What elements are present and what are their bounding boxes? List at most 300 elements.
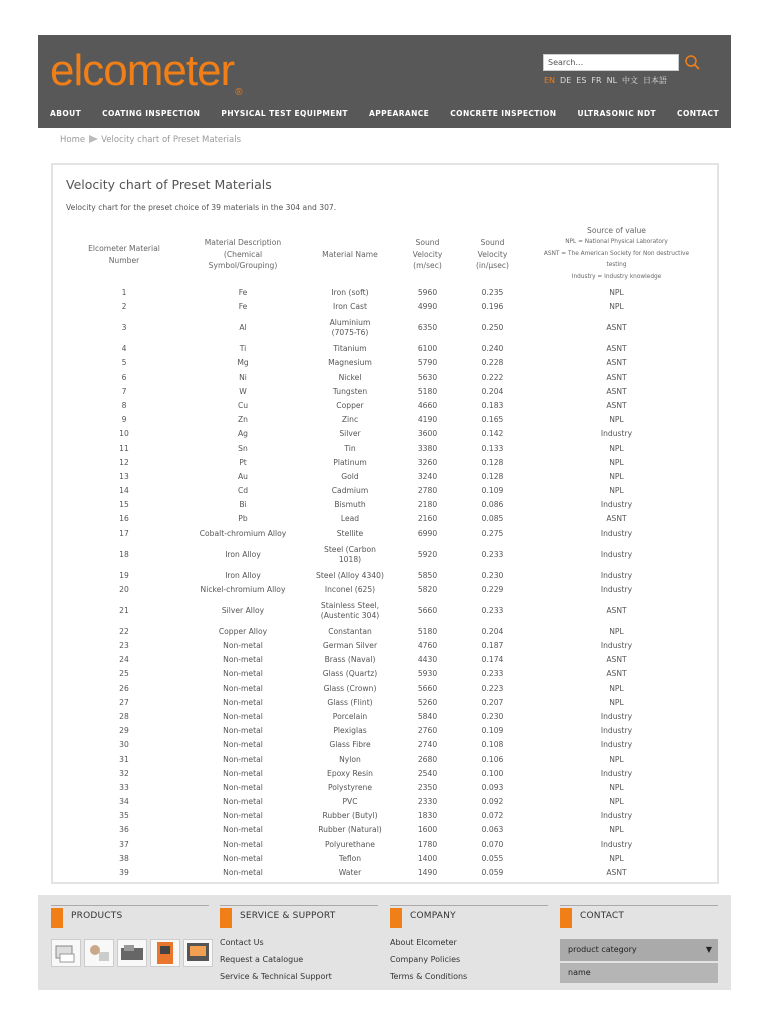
material-name: Cadmium [331, 486, 369, 496]
material-number: 28 [119, 711, 129, 721]
velocity-in: 0.142 [481, 429, 504, 439]
material-number: 3 [121, 323, 127, 333]
source-value: Industry [600, 500, 633, 510]
source-value: NPL [609, 471, 624, 481]
breadcrumb [60, 135, 241, 145]
material-number: 32 [119, 768, 129, 778]
material-description: Silver Alloy [221, 606, 265, 615]
material-name: Stellite [336, 528, 364, 538]
material-number: 10 [119, 429, 129, 439]
material-number: 36 [119, 825, 129, 835]
velocity-in: 0.240 [481, 344, 504, 354]
velocity-in: 0.233 [481, 606, 504, 615]
source-value: NPL [609, 754, 624, 764]
site-footer [38, 895, 731, 990]
source-value: ASNT [606, 400, 627, 410]
material-description: Pb [238, 514, 248, 524]
material-name: Glass (Flint) [327, 697, 373, 707]
nav-item-ultrasonic-ndt[interactable]: ULTRASONIC NDT [577, 109, 656, 118]
material-number: 38 [119, 853, 129, 863]
material-name: Platinum [333, 457, 367, 467]
material-number: 37 [119, 839, 129, 849]
source-value: ASNT [606, 669, 627, 679]
material-description: Ti [239, 344, 247, 354]
language-option[interactable]: ES [576, 76, 587, 85]
velocity-ms: 3380 [417, 443, 438, 453]
nav-item-appearance[interactable]: APPEARANCE [369, 109, 430, 118]
velocity-in: 0.086 [481, 500, 504, 510]
material-name: Plexiglas [333, 726, 367, 736]
material-description: Copper Alloy [218, 626, 268, 636]
source-value: NPL [609, 415, 624, 425]
material-name: Nylon [339, 754, 361, 764]
company-accent-bar [390, 908, 402, 928]
source-value: ASNT [606, 386, 627, 396]
source-value: ASNT [606, 344, 627, 354]
velocity-in: 0.228 [481, 358, 504, 368]
technical-support-link[interactable]: Service & Technical Support [220, 972, 332, 981]
language-option[interactable]: 日本語 [643, 76, 668, 85]
velocity-ms: 5820 [417, 584, 438, 594]
velocity-in: 0.128 [481, 457, 504, 467]
material-number: 27 [119, 697, 129, 707]
material-number: 7 [121, 386, 127, 396]
velocity-ms: 5920 [417, 549, 438, 559]
velocity-in: 0.207 [481, 697, 504, 707]
header-description: Material Description (Chemical Symbol/Grouping) [204, 238, 282, 270]
velocity-ms: 5180 [417, 626, 438, 636]
material-description: Au [237, 471, 248, 481]
material-description: Ni [239, 372, 247, 382]
velocity-ms: 5660 [417, 683, 438, 693]
velocity-ms: 2540 [417, 768, 438, 778]
source-value: Industry [600, 549, 633, 559]
source-value: ASNT [606, 514, 627, 524]
material-name: Teflon [338, 853, 362, 863]
velocity-in: 0.093 [481, 782, 504, 792]
breadcrumb-arrow-icon [89, 135, 98, 143]
material-description: Fe [238, 302, 248, 312]
material-description: Non-metal [223, 839, 263, 849]
material-name: Tungsten [332, 386, 368, 396]
material-name: Copper [336, 400, 364, 410]
material-name: Porcelain [332, 711, 368, 721]
material-description: Non-metal [223, 726, 263, 736]
source-value: Industry [600, 839, 633, 849]
header-number: Elcometer Material Number [88, 244, 160, 265]
source-value: ASNT [606, 358, 627, 368]
material-number: 14 [119, 486, 129, 496]
material-name: Titanium [333, 344, 367, 354]
source-value: ASNT [606, 655, 627, 665]
velocity-ms: 5660 [417, 606, 438, 615]
material-number: 26 [119, 683, 129, 693]
material-description: Ag [237, 429, 248, 439]
velocity-ms: 3260 [417, 457, 438, 467]
material-description: Non-metal [223, 754, 263, 764]
source-value: ASNT [606, 606, 627, 615]
material-number: 18 [119, 549, 129, 559]
registered-mark: ® [235, 87, 242, 98]
material-name: Zinc [341, 415, 359, 425]
material-name [300, 545, 400, 565]
material-name-line: 1018) [338, 554, 362, 564]
contact-us-link[interactable]: Contact Us [220, 938, 264, 947]
velocity-in: 0.250 [481, 323, 504, 333]
material-name: Constantan [328, 626, 372, 636]
velocity-ms: 2160 [417, 514, 438, 524]
source-value: Industry [600, 528, 633, 538]
product-thumbnail[interactable] [183, 939, 213, 967]
about-link[interactable]: About Elcometer [390, 938, 457, 947]
source-value: Industry [600, 768, 633, 778]
source-value: NPL [609, 626, 624, 636]
nav-item-concrete-inspection[interactable]: CONCRETE INSPECTION [450, 109, 557, 118]
nav-item-coating-inspection[interactable]: COATING INSPECTION [102, 109, 201, 118]
material-name: Rubber (Butyl) [322, 811, 378, 821]
velocity-ms: 1780 [417, 839, 438, 849]
material-number: 11 [119, 443, 129, 453]
material-number: 8 [121, 400, 127, 410]
material-number: 17 [119, 528, 129, 538]
velocity-in: 0.133 [481, 443, 504, 453]
material-description: Non-metal [223, 641, 263, 651]
material-name-line: Steel (Carbon [324, 544, 376, 554]
source-value: Industry [600, 711, 633, 721]
source-value: Industry [600, 570, 633, 580]
material-description: Non-metal [223, 683, 263, 693]
material-description: Non-metal [223, 811, 263, 821]
material-name: Iron Cast [333, 302, 367, 312]
product-category-select[interactable]: product category ▼ [560, 939, 718, 961]
velocity-ms: 1600 [417, 825, 438, 835]
breadcrumb-current: Velocity chart of Preset Materials [101, 135, 242, 145]
velocity-in: 0.100 [481, 768, 504, 778]
velocity-ms: 4190 [417, 415, 438, 425]
material-description: Non-metal [223, 697, 263, 707]
material-description: Iron Alloy [225, 570, 261, 580]
velocity-ms: 6100 [417, 344, 438, 354]
velocity-ms: 3600 [417, 429, 438, 439]
source-value: NPL [609, 683, 624, 693]
nav-item-about[interactable]: ABOUT [50, 109, 82, 118]
velocity-ms: 2350 [417, 782, 438, 792]
material-description: Zn [237, 415, 248, 425]
material-name [300, 601, 400, 621]
header-source: Source of value [587, 226, 646, 235]
velocity-ms: 5180 [417, 386, 438, 396]
velocity-in: 0.229 [481, 584, 504, 594]
material-number: 25 [119, 669, 129, 679]
material-name [300, 318, 400, 338]
language-option[interactable]: FR [591, 76, 602, 85]
material-description: Non-metal [223, 782, 263, 792]
material-name: Glass Fibre [329, 740, 371, 750]
source-value: Industry [600, 641, 633, 651]
header-velocity-in: Sound Velocity (in/µsec) [475, 238, 510, 270]
material-description: Non-metal [223, 655, 263, 665]
velocity-in: 0.233 [481, 669, 504, 679]
service-heading[interactable]: SERVICE & SUPPORT [240, 911, 336, 921]
velocity-in: 0.233 [481, 549, 504, 559]
velocity-ms: 5930 [417, 669, 438, 679]
material-name: Tin [344, 443, 356, 453]
language-option[interactable]: NL [606, 76, 618, 85]
material-name: Gold [341, 471, 359, 481]
velocity-in: 0.055 [481, 853, 504, 863]
material-description: Non-metal [223, 669, 263, 679]
material-name-line: Stainless Steel, [320, 601, 380, 610]
velocity-in: 0.059 [481, 867, 504, 877]
material-description: Cd [237, 486, 249, 496]
source-value: ASNT [606, 323, 627, 333]
velocity-in: 0.165 [481, 415, 504, 425]
material-name: Epoxy Resin [327, 768, 373, 778]
velocity-ms: 5960 [417, 288, 438, 297]
material-name: Lead [340, 514, 360, 524]
material-name-line: (7075-T6) [331, 328, 369, 338]
source-value: NPL [609, 782, 624, 792]
material-name-line: (Austentic 304) [320, 611, 380, 620]
velocity-ms: 5850 [417, 570, 438, 580]
material-name: Inconel (625) [324, 584, 376, 594]
page-title: Velocity chart of Preset Materials [66, 177, 272, 192]
material-name: Nickel [338, 372, 362, 382]
velocity-ms: 1400 [417, 853, 438, 863]
material-number: 2 [121, 302, 127, 312]
products-accent-bar [51, 908, 63, 928]
request-catalogue-link[interactable]: Request a Catalogue [220, 955, 304, 964]
velocity-ms: 2680 [417, 754, 438, 764]
source-value: ASNT [606, 372, 627, 382]
material-number: 30 [119, 740, 129, 750]
material-number: 5 [121, 358, 127, 368]
main-nav [38, 109, 731, 123]
source-value: Industry [600, 429, 633, 439]
source-value: Industry [600, 584, 633, 594]
product-thumbnail[interactable] [117, 939, 147, 967]
material-number: 19 [119, 570, 129, 580]
velocity-ms: 6350 [417, 323, 438, 333]
header-name: Material Name [322, 250, 378, 259]
material-number: 1 [121, 288, 127, 297]
material-description: Bi [239, 500, 247, 510]
material-name: German Silver [322, 641, 378, 651]
material-description: Sn [238, 443, 248, 453]
velocity-in: 0.275 [481, 528, 504, 538]
material-number: 22 [119, 626, 129, 636]
elcometer-logo[interactable]: elcometer® [50, 46, 242, 98]
terms-link[interactable]: Terms & Conditions [390, 972, 468, 981]
contact-heading[interactable]: CONTACT [580, 911, 625, 921]
velocity-in: 0.204 [481, 626, 504, 636]
velocity-ms: 2740 [417, 740, 438, 750]
source-value: NPL [609, 288, 624, 297]
velocity-in: 0.072 [481, 811, 504, 821]
material-description: Non-metal [223, 740, 263, 750]
material-number: 12 [119, 457, 129, 467]
material-name: Bismuth [334, 500, 366, 510]
source-notes: NPL = National Physical Laboratory ASNT = The American Society for Non destructive testing Industry = Industry knowledge [543, 239, 690, 280]
material-description: Nickel-chromium Alloy [200, 584, 286, 594]
header-velocity-ms: Sound Velocity (m/sec) [412, 238, 443, 270]
material-number: 21 [119, 606, 129, 615]
material-number: 23 [119, 641, 129, 651]
company-heading[interactable]: COMPANY [410, 911, 456, 921]
product-thumbnail[interactable] [51, 939, 81, 967]
velocity-in: 0.106 [481, 754, 504, 764]
language-option[interactable]: 中文 [622, 76, 639, 85]
velocity-in: 0.187 [481, 641, 504, 651]
material-number: 33 [119, 782, 129, 792]
material-description: Non-metal [223, 768, 263, 778]
material-description: Cobalt-chromium Alloy [199, 528, 287, 538]
language-option[interactable]: DE [560, 76, 572, 85]
source-value: NPL [609, 443, 624, 453]
material-number: 4 [121, 344, 127, 354]
velocity-in: 0.128 [481, 471, 504, 481]
velocity-in: 0.092 [481, 797, 504, 807]
intro-text: Velocity chart for the preset choice of 39 materials in the 304 and 307. [66, 203, 337, 212]
velocity-ms: 1490 [417, 867, 438, 877]
content-panel [51, 163, 719, 884]
velocity-ms: 5630 [417, 372, 438, 382]
velocity-in: 0.183 [481, 400, 504, 410]
material-name: Magnesium [328, 358, 372, 368]
material-number: 39 [119, 867, 129, 877]
velocity-in: 0.222 [481, 372, 504, 382]
material-description: Non-metal [223, 825, 263, 835]
material-number: 29 [119, 726, 129, 736]
material-name: Polyurethane [325, 839, 375, 849]
velocity-in: 0.063 [481, 825, 504, 835]
material-number: 6 [121, 372, 127, 382]
product-thumbnails [51, 939, 213, 967]
material-number: 9 [121, 415, 127, 425]
velocity-in: 0.230 [481, 570, 504, 580]
material-description: Non-metal [223, 711, 263, 721]
material-description: Non-metal [223, 867, 263, 877]
service-accent-bar [220, 908, 232, 928]
source-value: Industry [600, 740, 633, 750]
source-value: NPL [609, 486, 624, 496]
velocity-ms: 5790 [417, 358, 438, 368]
name-input[interactable]: name [560, 963, 718, 983]
material-description: Iron Alloy [225, 549, 261, 559]
material-name: Silver [339, 429, 361, 439]
velocity-in: 0.204 [481, 386, 504, 396]
velocity-ms: 4430 [417, 655, 438, 665]
products-heading[interactable]: PRODUCTS [71, 911, 123, 921]
material-name: Polystyrene [327, 782, 373, 792]
material-description: W [239, 386, 247, 396]
nav-item-physical-test-equipment[interactable]: PHYSICAL TEST EQUIPMENT [221, 109, 348, 118]
velocity-in: 0.230 [481, 711, 504, 721]
dropdown-arrow-icon: ▼ [705, 945, 712, 954]
policies-link[interactable]: Company Policies [390, 955, 461, 964]
footer-service [220, 905, 378, 981]
velocity-in: 0.085 [481, 514, 504, 524]
footer-contact [560, 905, 718, 977]
nav-item-contact[interactable]: CONTACT [677, 109, 719, 118]
velocity-ms: 3240 [417, 471, 438, 481]
material-description: Non-metal [223, 797, 263, 807]
velocity-ms: 2760 [417, 726, 438, 736]
footer-products [51, 905, 209, 921]
product-thumbnail[interactable] [84, 939, 114, 967]
language-selector [544, 75, 672, 86]
velocity-in: 0.174 [481, 655, 504, 665]
source-value: NPL [609, 697, 624, 707]
source-value: NPL [609, 302, 624, 312]
velocity-ms: 2330 [417, 797, 438, 807]
source-value: NPL [609, 825, 624, 835]
breadcrumb-home-link[interactable]: Home [60, 135, 86, 145]
language-option[interactable]: EN [544, 76, 556, 85]
material-name: Glass (Quartz) [322, 669, 378, 679]
material-number: 34 [119, 797, 129, 807]
material-number: 24 [119, 655, 129, 665]
material-name-line: Aluminium [329, 318, 371, 328]
material-number: 16 [119, 514, 129, 524]
velocity-ms: 5840 [417, 711, 438, 721]
material-name: Iron (soft) [331, 288, 369, 297]
source-value: ASNT [606, 867, 627, 877]
search-input[interactable]: Search... [543, 54, 679, 71]
material-description: Pt [239, 457, 247, 467]
velocity-in: 0.235 [481, 288, 504, 297]
material-description: Non-metal [223, 853, 263, 863]
velocity-ms: 4760 [417, 641, 438, 651]
source-value: NPL [609, 457, 624, 467]
material-name: Rubber (Natural) [318, 825, 382, 835]
material-number: 20 [119, 584, 129, 594]
velocity-ms: 2780 [417, 486, 438, 496]
material-name: Brass (Naval) [324, 655, 376, 665]
material-description: Al [239, 323, 247, 333]
material-number: 35 [119, 811, 129, 821]
material-name: Water [338, 867, 362, 877]
material-description: Mg [237, 358, 249, 368]
velocity-ms: 1830 [417, 811, 438, 821]
source-value: Industry [600, 811, 633, 821]
material-name: Steel (Alloy 4340) [316, 570, 384, 580]
material-description: Cu [237, 400, 249, 410]
material-number: 15 [119, 500, 129, 510]
material-number: 31 [119, 754, 129, 764]
velocity-in: 0.108 [481, 740, 504, 750]
source-value: NPL [609, 797, 624, 807]
velocity-ms: 5260 [417, 697, 438, 707]
source-value: Industry [600, 726, 633, 736]
material-name: PVC [342, 797, 358, 807]
material-number: 13 [119, 471, 129, 481]
material-name: Glass (Crown) [323, 683, 377, 693]
material-description: Fe [238, 288, 248, 297]
product-thumbnail[interactable] [150, 939, 180, 967]
velocity-in: 0.223 [481, 683, 504, 693]
velocity-in: 0.109 [481, 486, 504, 496]
velocity-ms: 6990 [417, 528, 438, 538]
search-icon[interactable] [683, 54, 703, 72]
site-header [38, 35, 731, 128]
contact-accent-bar [560, 908, 572, 928]
velocity-ms: 4990 [417, 302, 438, 312]
source-value: NPL [609, 853, 624, 863]
velocity-in: 0.196 [481, 302, 504, 312]
velocity-ms: 2180 [417, 500, 438, 510]
velocity-ms: 4660 [417, 400, 438, 410]
